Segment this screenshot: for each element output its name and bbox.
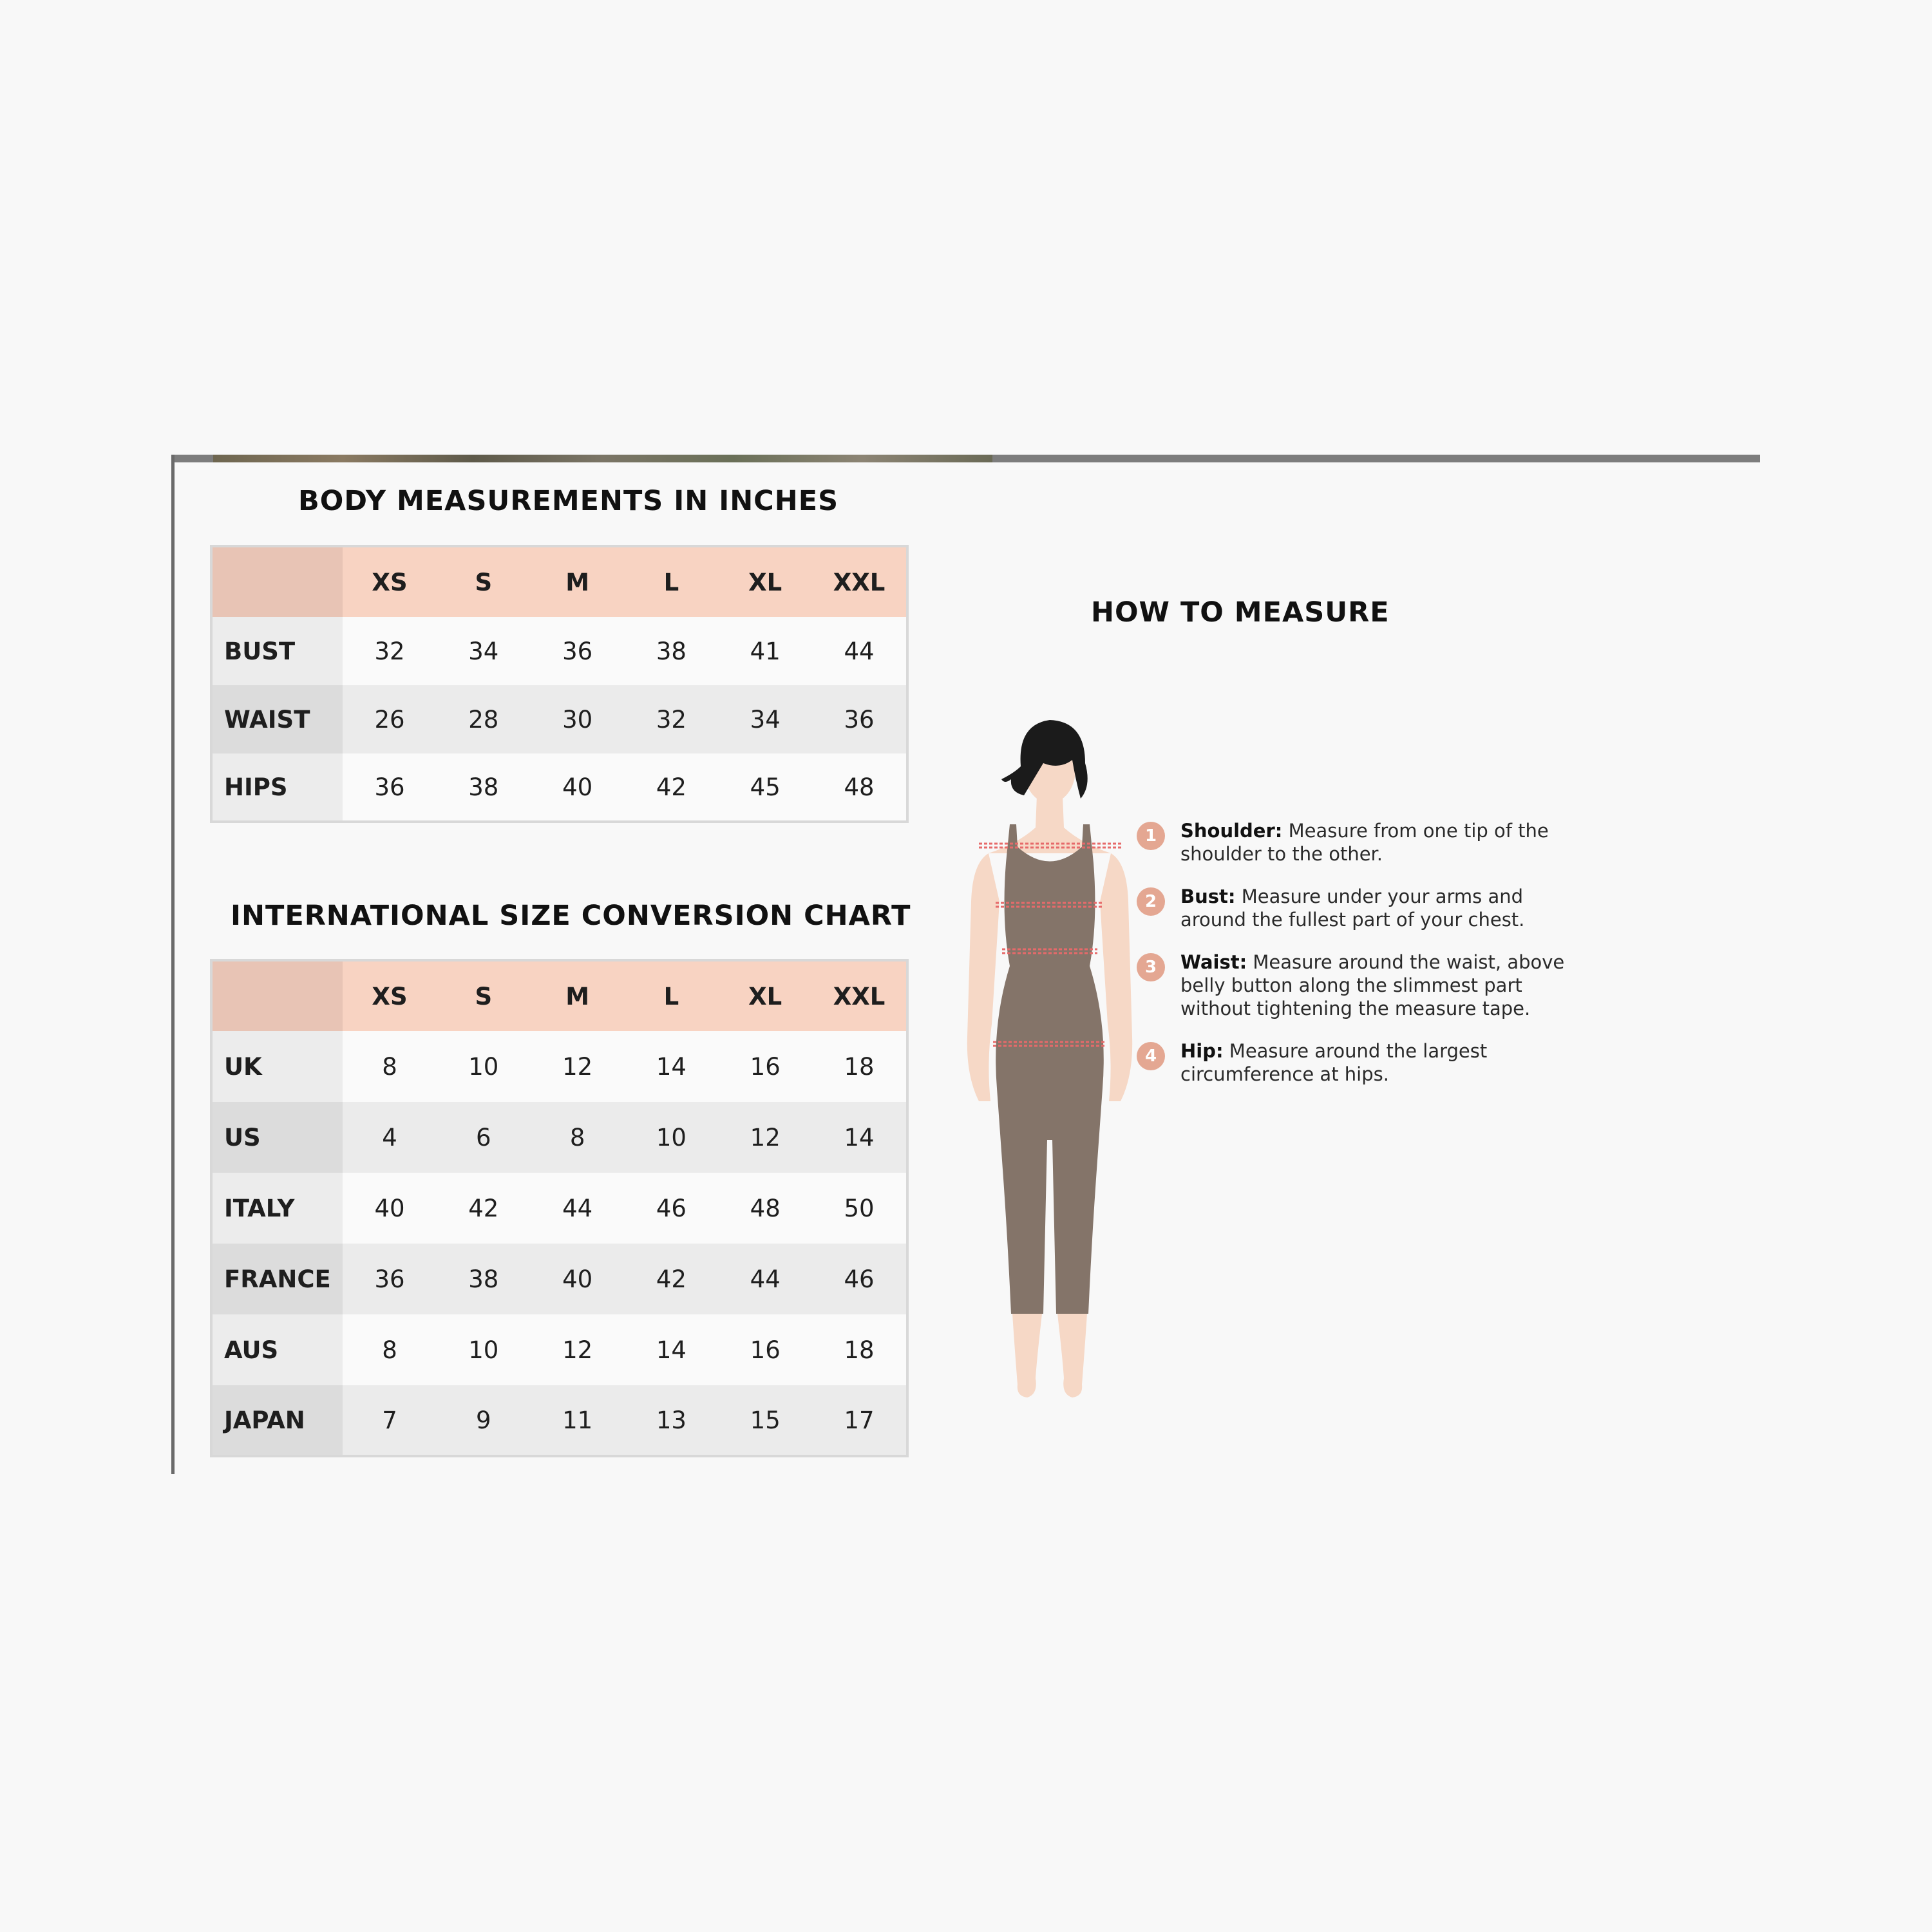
table-row [211,1173,907,1244]
table-cell: 12 [718,1102,812,1173]
right-arm [1100,853,1132,1101]
row-label: HIPS [211,753,343,822]
table-row [211,685,907,753]
table-row [211,1385,907,1456]
right-lower-leg [1057,1314,1087,1397]
step-name: Bust: [1180,886,1236,907]
step-shoulder [1137,819,1575,866]
table-cell: 8 [343,1314,437,1385]
header-size-l: L [625,546,719,617]
table-cell: 6 [437,1102,531,1173]
table-cell: 36 [531,617,625,685]
header-size-s: S [437,546,531,617]
table-row [211,1031,907,1102]
table-cell: 34 [437,617,531,685]
left-arm [967,853,999,1101]
table-cell: 14 [625,1314,719,1385]
outfit [996,824,1104,1314]
step-number-badge: 1 [1137,822,1165,850]
card-left-border [171,455,175,1474]
row-label: BUST [211,617,343,685]
table-cell: 15 [718,1385,812,1456]
table-cell: 30 [531,685,625,753]
table-cell: 38 [437,1244,531,1314]
table-cell: 46 [812,1244,907,1314]
header-size-s: S [437,960,531,1031]
table-cell: 13 [625,1385,719,1456]
table-cell: 12 [531,1031,625,1102]
body-figure-illustration [953,689,1146,1404]
table-cell: 48 [718,1173,812,1244]
table-cell: 28 [437,685,531,753]
step-number-badge: 4 [1137,1042,1165,1070]
table-cell: 8 [531,1102,625,1173]
header-size-xxl: XXL [812,546,907,617]
table-row [211,1102,907,1173]
table-row [211,1314,907,1385]
row-label: FRANCE [211,1244,343,1314]
table-cell: 41 [718,617,812,685]
table-cell: 18 [812,1314,907,1385]
table-cell: 14 [625,1031,719,1102]
step-name: Waist: [1180,951,1247,973]
conversion-chart-table [210,959,909,1457]
table-cell: 4 [343,1102,437,1173]
table-cell: 42 [625,753,719,822]
body-measurements-title: BODY MEASUREMENTS IN INCHES [298,485,839,517]
header-size-xs: XS [343,546,437,617]
table-cell: 36 [812,685,907,753]
table-cell: 50 [812,1173,907,1244]
image-strip [213,455,992,462]
header-size-xl: XL [718,960,812,1031]
step-number-badge: 2 [1137,887,1165,916]
table-cell: 16 [718,1031,812,1102]
header-size-xl: XL [718,546,812,617]
table-cell: 8 [343,1031,437,1102]
table-cell: 32 [343,617,437,685]
table-cell: 32 [625,685,719,753]
step-text: Measure around the largest circumference at hips. [1180,1040,1488,1085]
table-cell: 12 [531,1314,625,1385]
table-cell: 40 [531,1244,625,1314]
step-text: Measure from one tip of the shoulder to the other. [1180,820,1549,865]
header-size-m: M [531,546,625,617]
table-cell: 18 [812,1031,907,1102]
table-cell: 44 [812,617,907,685]
table-cell: 9 [437,1385,531,1456]
table-cell: 16 [718,1314,812,1385]
table-row [211,1244,907,1314]
header-size-xxl: XXL [812,960,907,1031]
step-bust [1137,885,1575,931]
table-cell: 36 [343,753,437,822]
row-label: AUS [211,1314,343,1385]
table-header-row [211,546,907,617]
table-cell: 36 [343,1244,437,1314]
table-cell: 40 [531,753,625,822]
table-cell: 26 [343,685,437,753]
step-hip [1137,1039,1575,1086]
header-size-xs: XS [343,960,437,1031]
card-top-border [171,455,1760,462]
row-label: ITALY [211,1173,343,1244]
table-cell: 46 [625,1173,719,1244]
table-cell: 42 [625,1244,719,1314]
conversion-chart-title: INTERNATIONAL SIZE CONVERSION CHART [231,900,911,932]
table-cell: 17 [812,1385,907,1456]
header-corner-cell [211,960,343,1031]
table-header-row [211,960,907,1031]
table-cell: 40 [343,1173,437,1244]
table-cell: 42 [437,1173,531,1244]
body-measurements-table [210,545,909,823]
table-cell: 10 [437,1031,531,1102]
step-text: Measure under your arms and around the fullest part of your chest. [1180,886,1525,931]
table-cell: 38 [437,753,531,822]
step-number-badge: 3 [1137,953,1165,981]
header-size-l: L [625,960,719,1031]
table-cell: 44 [718,1244,812,1314]
table-cell: 7 [343,1385,437,1456]
table-cell: 44 [531,1173,625,1244]
header-corner-cell [211,546,343,617]
measure-steps-list [1137,819,1575,1105]
step-waist [1137,951,1575,1020]
table-cell: 11 [531,1385,625,1456]
row-label: JAPAN [211,1385,343,1456]
table-row [211,617,907,685]
table-cell: 48 [812,753,907,822]
header-size-m: M [531,960,625,1031]
how-to-measure-title: HOW TO MEASURE [1091,596,1390,629]
table-cell: 38 [625,617,719,685]
row-label: US [211,1102,343,1173]
table-row [211,753,907,822]
row-label: UK [211,1031,343,1102]
left-lower-leg [1012,1314,1042,1397]
step-name: Shoulder: [1180,820,1283,842]
table-cell: 10 [437,1314,531,1385]
table-cell: 45 [718,753,812,822]
row-label: WAIST [211,685,343,753]
step-name: Hip: [1180,1040,1224,1062]
table-cell: 10 [625,1102,719,1173]
step-text: Measure around the waist, above belly button along the slimmest part without tightening the measure tape. [1180,951,1565,1019]
table-cell: 34 [718,685,812,753]
table-cell: 14 [812,1102,907,1173]
